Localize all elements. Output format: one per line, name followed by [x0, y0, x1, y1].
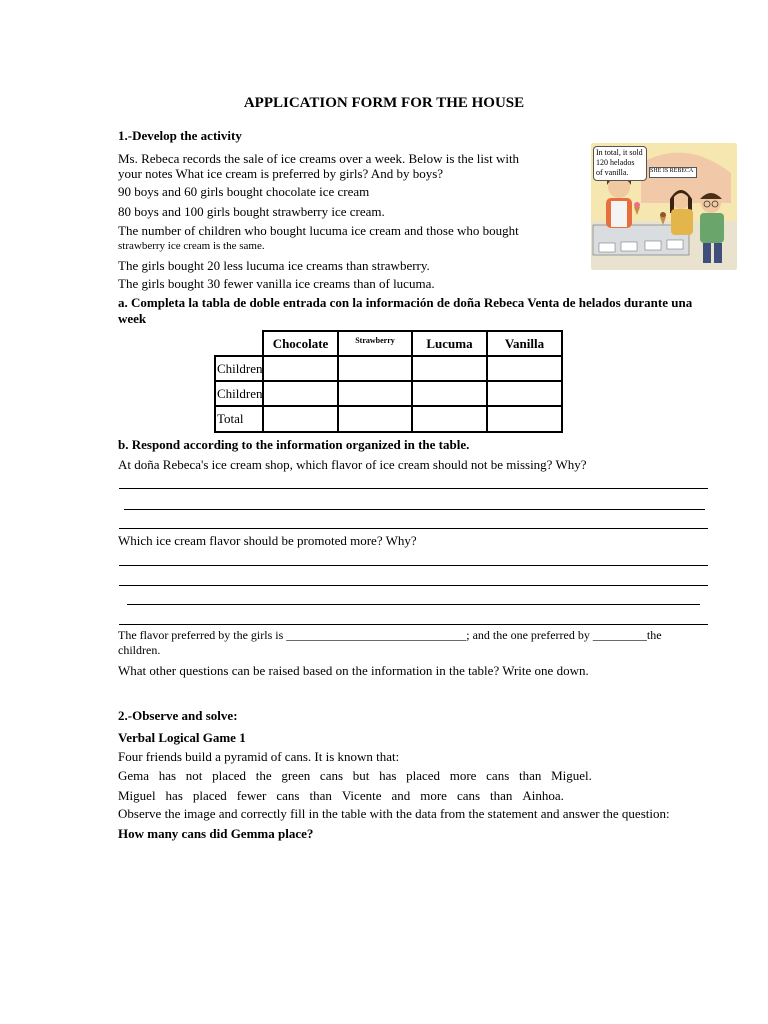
- cell-children-1-lucuma[interactable]: [411, 355, 488, 382]
- answer-line-1a[interactable]: [119, 488, 708, 489]
- clue-2-word: more: [420, 788, 447, 803]
- fill-in-line-1: The flavor preferred by the girls is ______________________________; and the one preferred by _________the: [118, 628, 662, 642]
- clue-1-word: cans: [486, 768, 510, 783]
- clue-1-word: green: [281, 768, 311, 783]
- row-label-children-1: Children: [214, 355, 264, 382]
- section1-heading: 1.-Develop the activity: [118, 128, 242, 143]
- question-2: Which ice cream flavor should be promoted more? Why?: [118, 533, 417, 548]
- answer-line-1c[interactable]: [119, 528, 708, 529]
- cell-children-1-chocolate[interactable]: [262, 355, 339, 382]
- header-chocolate: Chocolate: [262, 330, 339, 357]
- row-label-children-2: Children: [214, 380, 264, 407]
- cell-total-vanilla[interactable]: [486, 405, 563, 433]
- cell-children-2-vanilla[interactable]: [486, 380, 563, 407]
- clue-2-word: and: [391, 788, 411, 803]
- clue-1-word: more: [449, 768, 477, 783]
- cell-children-2-lucuma[interactable]: [411, 380, 488, 407]
- question-3: What other questions can be raised based on the information in the table? Write one down.: [118, 663, 589, 678]
- answer-line-2a[interactable]: [119, 565, 708, 566]
- final-question: How many cans did Gemma place?: [118, 826, 314, 841]
- clue-2-word: has: [165, 788, 183, 803]
- intro-line-2: your notes What ice cream is preferred by girls? And by boys?: [118, 166, 444, 181]
- fill-in-line-2: children.: [118, 643, 161, 657]
- clue-2-word: than: [490, 788, 513, 803]
- clue-2: [118, 788, 564, 804]
- fact-girls-lucuma: The girls bought 20 less lucuma ice creams than strawberry.: [118, 258, 430, 273]
- clue-2-word: placed: [192, 788, 227, 803]
- question-1: At doña Rebeca's ice cream shop, which flavor of ice cream should not be missing? Why?: [118, 457, 587, 472]
- cell-total-lucuma[interactable]: [411, 405, 488, 433]
- answer-line-2c[interactable]: [127, 604, 700, 605]
- clue-2-word: cans: [456, 788, 481, 803]
- fact-lucuma-line-1: The number of children who bought lucuma ice cream and those who bought: [118, 223, 519, 238]
- page-title: APPLICATION FORM FOR THE HOUSE: [243, 95, 525, 111]
- ice-cream-shop-illustration: [591, 143, 737, 270]
- part-b-heading: b. Respond according to the information organized in the table.: [118, 437, 470, 452]
- header-strawberry: Strawberry: [337, 330, 413, 357]
- cell-children-1-vanilla[interactable]: [486, 355, 563, 382]
- game-intro: Four friends build a pyramid of cans. It is known that:: [118, 749, 400, 764]
- answer-line-2b[interactable]: [119, 585, 708, 586]
- speech-bubble-line-2: 120 helados: [596, 158, 635, 167]
- clue-1-word: placed: [212, 768, 247, 783]
- clue-1-word: placed: [406, 768, 441, 783]
- game-title: Verbal Logical Game 1: [118, 730, 246, 745]
- part-a-line-2: week: [118, 311, 147, 326]
- clue-1-word: than: [518, 768, 542, 783]
- name-sign-text: SHE IS REBECA: [650, 168, 694, 174]
- clue-2-word: fewer: [236, 788, 267, 803]
- fact-chocolate: 90 boys and 60 girls bought chocolate ice cream: [118, 184, 370, 199]
- fill-in-preferred-flavor: [118, 628, 709, 643]
- speech-bubble-line-3: of vanilla.: [596, 168, 629, 177]
- clue-1-word: not: [185, 768, 203, 783]
- header-lucuma: Lucuma: [411, 330, 488, 357]
- cell-children-2-strawberry[interactable]: [337, 380, 413, 407]
- speech-bubble-line-1: In total, it sold: [596, 148, 643, 157]
- fact-girls-vanilla: The girls bought 30 fewer vanilla ice creams than of lucuma.: [118, 276, 435, 291]
- clue-2-word: Miguel: [118, 788, 156, 803]
- fact-lucuma-line-2: strawberry ice cream is the same.: [118, 240, 265, 252]
- clue-1-word: the: [255, 768, 272, 783]
- clue-2-word: Vicente: [341, 788, 382, 803]
- clue-1-word: Miguel.: [551, 768, 592, 783]
- clue-1: [118, 768, 592, 784]
- cell-total-strawberry[interactable]: [337, 405, 413, 433]
- clue-2-word: than: [309, 788, 332, 803]
- fact-strawberry: 80 boys and 100 girls bought strawberry ice cream.: [118, 204, 385, 219]
- row-label-total: Total: [214, 405, 264, 433]
- part-a-line-1: a. Completa la tabla de doble entrada con la información de doña Rebeca Venta de helados durante una: [118, 295, 693, 310]
- cell-total-chocolate[interactable]: [262, 405, 339, 433]
- clue-1-word: Gema: [118, 768, 150, 783]
- header-vanilla: Vanilla: [486, 330, 563, 357]
- answer-line-1b[interactable]: [124, 509, 705, 510]
- clue-1-word: has: [379, 768, 397, 783]
- clue-2-word: cans: [276, 788, 300, 803]
- clue-1-word: but: [352, 768, 370, 783]
- intro-line-1: Ms. Rebeca records the sale of ice creams over a week. Below is the list with: [118, 151, 520, 166]
- instruction: Observe the image and correctly fill in the table with the data from the statement and answer the question:: [118, 806, 670, 821]
- cell-children-1-strawberry[interactable]: [337, 355, 413, 382]
- cell-children-2-chocolate[interactable]: [262, 380, 339, 407]
- clue-1-word: has: [158, 768, 177, 783]
- answer-line-2d[interactable]: [119, 624, 708, 625]
- clue-2-word: Ainhoa.: [522, 788, 564, 803]
- clue-1-word: cans: [319, 768, 344, 783]
- section2-heading: 2.-Observe and solve:: [118, 708, 238, 723]
